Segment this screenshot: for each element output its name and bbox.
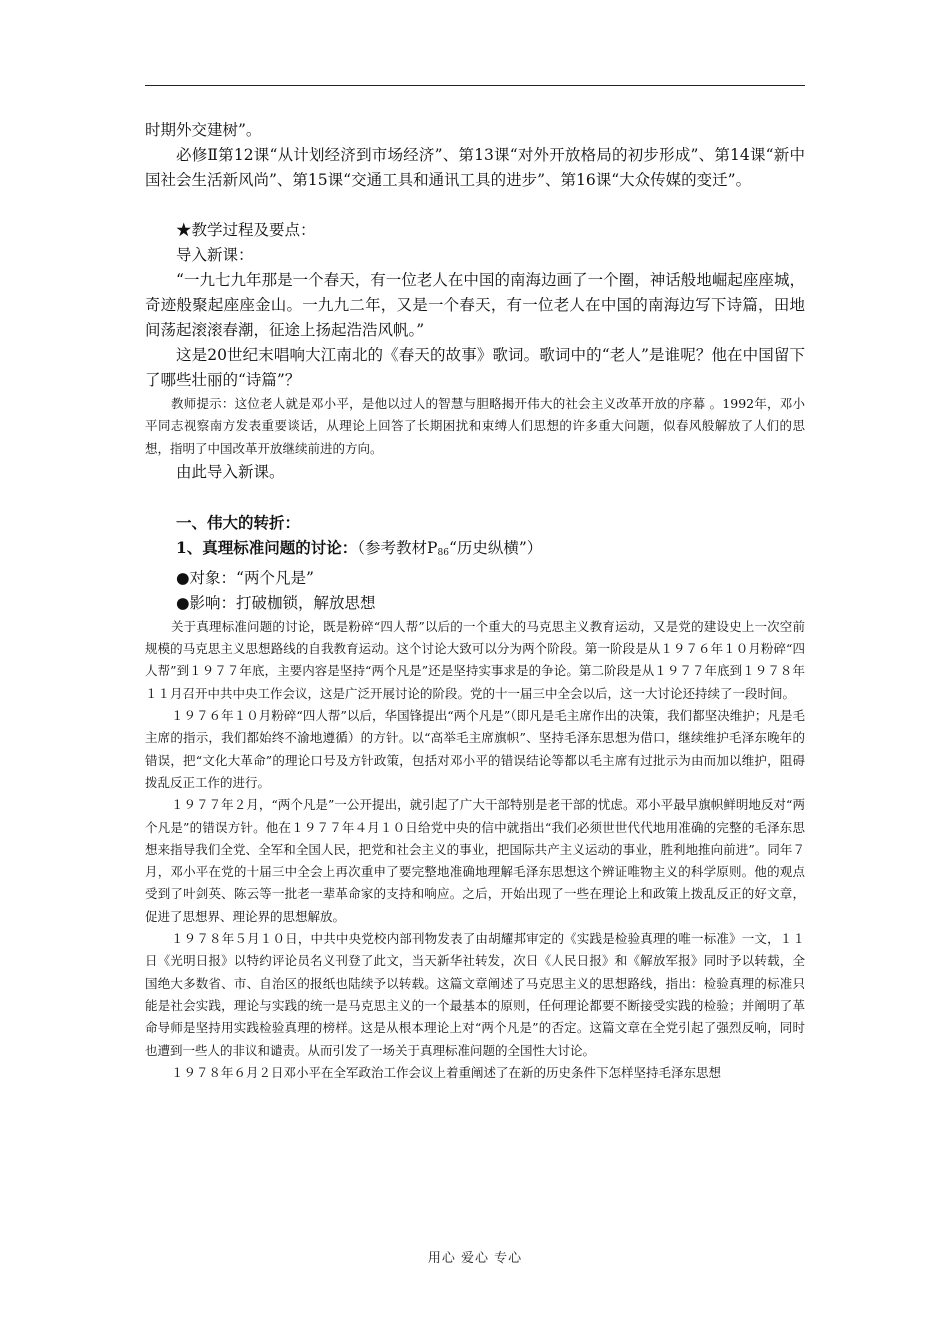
paragraph: 时期外交建树”。	[145, 121, 262, 139]
paragraph: １９７８年５月１０日，中共中央党校内部刊物发表了由胡耀邦审定的《实践是检验真理的唯一标准》一文，１１日《光明日报》以特约评论员名义刊登了此文，当天新华社转发，次日《人民日报》和《解放军报》同时予以转载，全国绝大多数省、市、自治区的报纸也陆续予以转载。这篇文章阐述了马克思主义的思想路线，指出：检验真理的标准只能是社会实践，理论与实践的统一是马克思主义的一个最基本的原则，任何理论都要不断接受实践的检验；并阐明了革命导师是坚持用实践检验真理的榜样。这是从根本理论上对“两个凡是”的否定。这篇文章在全党引起了强烈反响，同时也遭到一些人的非议和谴责。从而引发了一场关于真理标准问题的全国性大讨论。	[145, 931, 805, 1058]
subsection-reference: （参考教材P	[357, 538, 438, 557]
page-footer: 用心 爱心 专心	[427, 1251, 523, 1266]
song-lyrics-quote: “一九七九年那是一个春天，有一位老人在中国的南海边画了一个圈，神话般地崛起座座城，奇迹般聚起座座金山。一九九二年，又是一个春天，有一位老人在中国的南海边写下诗篇，田地间荡起滚滚春潮，征途上扬起浩浩风帆。”	[145, 271, 805, 339]
paragraph: １９７７年２月，“两个凡是”一公开提出，就引起了广大干部特别是老干部的忧虑。邓小平最早旗帜鲜明地反对“两个凡是”的错误方针。他在１９７７年４月１０日给党中央的信中就指出“我们必须世世代代地用准确的完整的毛泽东思想来指导我们全党、全军和全国人民，把党和社会主义的事业，把国际共产主义运动的事业，胜利地推向前进”。同年７月，邓小平在党的十届三中全会上再次重申了要完整地准确地理解毛泽东思想这个辨证唯物主义的科学原则。他的观点受到了叶剑英、陈云等一批老一辈革命家的支持和响应。之后，开始出现了一些在理论上和政策上拨乱反正的好文章，促进了思想界、理论界的思想解放。	[145, 797, 805, 924]
bullet-item: ●对象：“两个凡是”	[176, 568, 314, 587]
paragraph: 必修Ⅱ第12课“从计划经济到市场经济”、第13课“对外开放格局的初步形成”、第14课“新中国社会生活新风尚”、第15课“交通工具和通讯工具的进步”、第16课“大众传媒的变迁”。	[145, 146, 805, 189]
subsection-heading	[145, 535, 805, 566]
paragraph: 这是20世纪末唱响大江南北的《春天的故事》歌词。歌词中的“老人”是谁呢？他在中国留下了哪些壮丽的“诗篇”？	[145, 346, 805, 389]
subsection-title: 1、真理标准问题的讨论：	[176, 537, 358, 557]
bullet-item: ●影响：打破枷锁，解放思想	[176, 593, 376, 612]
spacer	[145, 193, 805, 218]
paragraph: 由此导入新课。	[176, 462, 285, 481]
subsection-reference-tail: “历史纵横”）	[448, 538, 543, 557]
section-heading-teaching-process: ★教学过程及要点：	[176, 221, 316, 239]
page-subscript: 86	[437, 547, 449, 558]
teacher-hint: 教师提示：这位老人就是邓小平，是他以过人的智慧与胆略揭开伟大的社会主义改革开放的序幕 。1992年，邓小平同志视察南方发表重要谈话，从理论上回答了长期困扰和束缚人们思想的许多重大问题，似春风般解放了人们的思想，指明了中国改革开放继续前进的方向。	[145, 396, 805, 456]
paragraph: １９７８年６月２日邓小平在全军政治工作会议上着重阐述了在新的历史条件下怎样坚持毛泽东思想	[171, 1064, 722, 1080]
document-body	[145, 118, 805, 1084]
paragraph: 关于真理标准问题的讨论，既是粉碎“四人帮”以后的一个重大的马克思主义教育运动，又是党的建设史上一次空前规模的马克思主义思想路线的自我教育运动。这个讨论大致可以分为两个阶段。第一阶段是从１９７６年１０月粉碎“四人帮”到１９７７年底，主要内容是坚持“两个凡是”还是坚持实事求是的争论。第二阶段是从１９７７年底到１９７８年１１月召开中共中央工作会议，这是广泛开展讨论的阶段。党的十一届三中全会以后，这一大讨论还持续了一段时间。	[145, 618, 805, 701]
paragraph: １９７６年１０月粉碎“四人帮”以后，华国锋提出“两个凡是”（即凡是毛主席作出的决策，我们都坚决维护；凡是毛主席的指示，我们都始终不渝地遵循）的方针。以“高举毛主席旗帜”、坚持毛泽东思想为借口，继续维护毛泽东晚年的错误，把“文化大革命”的理论口号及方针政策，包括对邓小平的错误结论等都以毛主席有过批示为由而加以维护，阻碍拨乱反正工作的进行。	[145, 708, 805, 790]
section-heading: 一、伟大的转折：	[176, 512, 301, 532]
header-rule	[145, 85, 805, 86]
spacer	[145, 485, 805, 510]
paragraph: 导入新课：	[176, 246, 254, 264]
